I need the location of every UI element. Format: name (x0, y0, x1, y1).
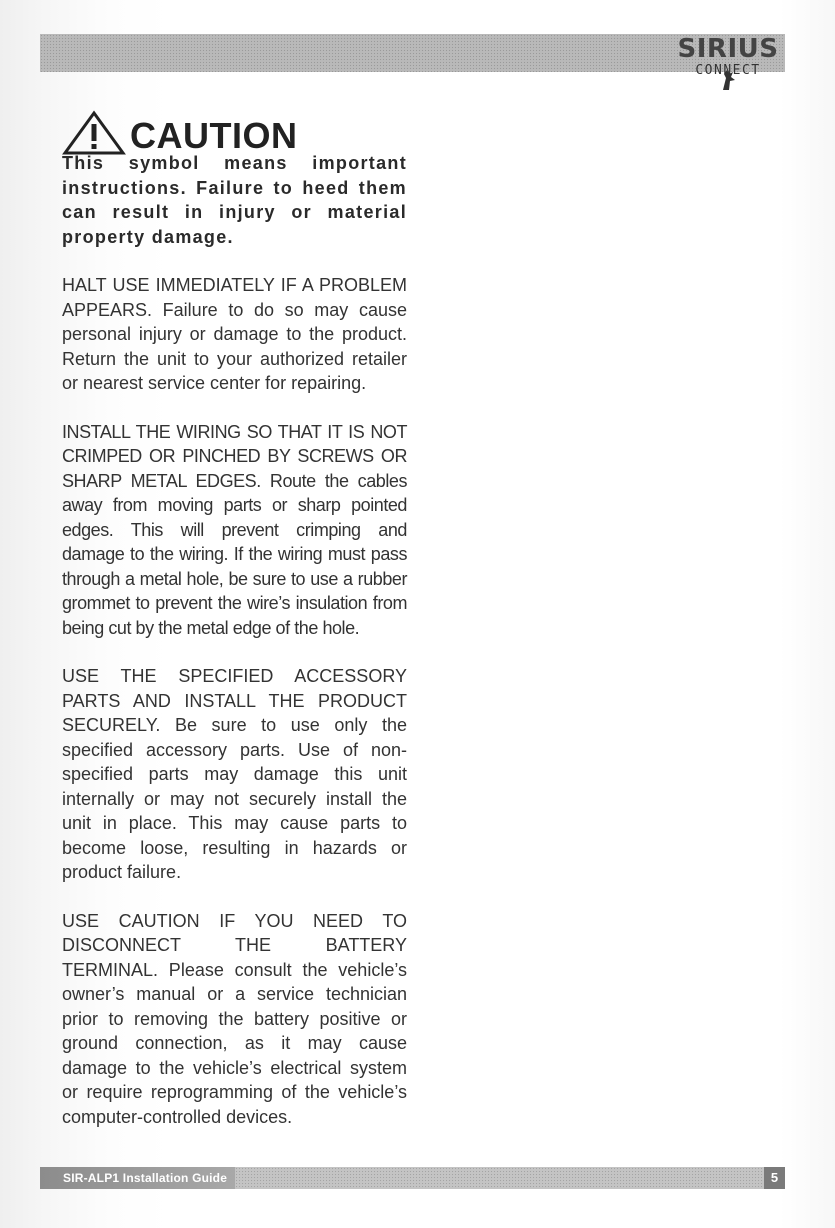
caution-title: CAUTION (130, 115, 298, 156)
guide-title: SIR-ALP1 Installation Guide (63, 1171, 228, 1185)
paragraph-install-wiring: INSTALL THE WIRING SO THAT IT IS NOT CRIMPED OR PINCHED BY SCREWS OR SHARP METAL EDGES. Route the cables away from moving parts or sharp pointed edges. This will prevent crimping and damage to the wiring. If the wiring must pass through a metal hole, be sure to use a rubber grommet to prevent the wire’s insulation from being cut by the metal edge of the hole. (62, 421, 407, 638)
brand-name: SIRIUS (677, 34, 779, 64)
caution-content (62, 151, 407, 1129)
brand-logo (676, 33, 780, 81)
paragraph-accessory-parts: USE THE SPECIFIED ACCESSORY PARTS AND INSTALL THE PRODUCT SECURELY. Be sure to use only the specified accessory parts. Use of non-specified parts may damage this unit internally or may not securely install the unit in place. This may cause parts to become loose, resulting in hazards or product failure. (62, 666, 407, 882)
brand-subtitle: CONNECT (695, 63, 761, 78)
paragraph-halt-use: HALT USE IMMEDIATELY IF A PROBLEM APPEARS. Failure to do so may cause personal injury or damage to the product. Return the unit to your authorized retailer or nearest service center for repairing. (62, 275, 407, 393)
page-number: 5 (770, 1170, 779, 1185)
paragraph-battery-terminal: USE CAUTION IF YOU NEED TO DISCONNECT THE BATTERY TERMINAL. Please consult the vehicle’s owner’s manual or a service technician prior to removing the battery positive or ground connection, as it may cause damage to the vehicle’s electrical system or require reprogramming of the vehicle’s computer-controlled devices. (62, 910, 407, 1127)
caution-intro: This symbol means important instructions. Failure to heed them can result in injury or material property damage. (62, 153, 407, 247)
header-band (40, 34, 785, 72)
